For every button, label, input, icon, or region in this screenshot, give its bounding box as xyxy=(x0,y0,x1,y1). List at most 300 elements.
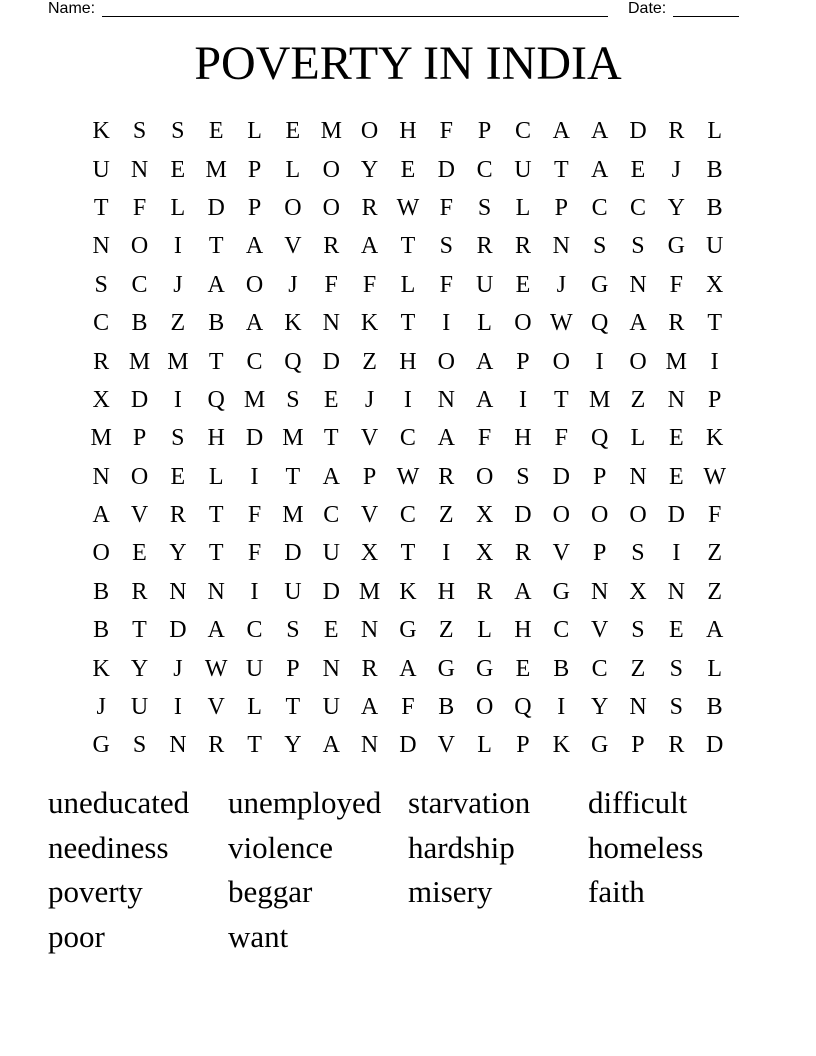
grid-letter[interactable]: I xyxy=(250,578,259,605)
grid-letter[interactable]: O xyxy=(629,502,647,529)
grid-letter[interactable]: T xyxy=(93,194,109,221)
grid-letter[interactable]: O xyxy=(130,463,149,490)
grid-letter[interactable]: L xyxy=(247,694,262,721)
grid-letter[interactable]: B xyxy=(706,694,723,721)
grid-letter[interactable]: R xyxy=(668,732,685,759)
grid-letter[interactable]: Z xyxy=(630,386,646,413)
grid-letter[interactable]: K xyxy=(552,732,570,759)
grid-letter[interactable]: Q xyxy=(207,386,225,413)
grid-letter[interactable]: S xyxy=(94,271,108,298)
grid-letter[interactable]: L xyxy=(285,156,301,183)
grid-letter[interactable]: Z xyxy=(438,502,454,529)
grid-letter[interactable]: M xyxy=(665,348,687,375)
grid-letter[interactable]: A xyxy=(360,233,379,260)
grid-letter[interactable]: Y xyxy=(590,694,609,721)
grid-letter[interactable]: P xyxy=(707,386,722,413)
grid-letter[interactable]: T xyxy=(285,463,301,490)
grid-letter[interactable]: C xyxy=(399,425,416,452)
grid-letter[interactable]: N xyxy=(629,271,647,298)
grid-letter[interactable]: M xyxy=(282,425,304,452)
grid-letter[interactable]: B xyxy=(93,617,110,644)
grid-letter[interactable]: N xyxy=(667,386,685,413)
grid-letter[interactable]: O xyxy=(590,502,609,529)
grid-letter[interactable]: N xyxy=(207,578,225,605)
grid-letter[interactable]: L xyxy=(477,310,492,337)
grid-letter[interactable]: R xyxy=(476,233,493,260)
grid-letter[interactable]: I xyxy=(672,540,681,567)
grid-letter[interactable]: S xyxy=(631,617,645,644)
grid-letter[interactable]: E xyxy=(208,118,224,145)
grid-letter[interactable]: F xyxy=(439,271,453,298)
grid-letter[interactable]: X xyxy=(475,540,494,567)
grid-letter[interactable]: M xyxy=(167,348,189,375)
grid-letter[interactable]: N xyxy=(130,156,149,183)
grid-letter[interactable]: A xyxy=(245,310,264,337)
grid-letter[interactable]: T xyxy=(285,694,301,721)
grid-letter[interactable]: A xyxy=(207,271,225,298)
grid-letter[interactable]: Y xyxy=(130,655,149,682)
grid-letter[interactable]: M xyxy=(205,156,227,183)
grid-letter[interactable]: G xyxy=(437,655,455,682)
grid-letter[interactable]: C xyxy=(323,502,340,529)
grid-letter[interactable]: C xyxy=(591,194,608,221)
grid-letter[interactable]: A xyxy=(590,118,609,145)
grid-letter[interactable]: N xyxy=(437,386,455,413)
grid-letter[interactable]: A xyxy=(552,118,570,145)
grid-letter[interactable]: A xyxy=(92,502,110,529)
grid-letter[interactable]: R xyxy=(361,194,378,221)
grid-letter[interactable]: D xyxy=(667,502,685,529)
name-blank-line[interactable] xyxy=(102,0,608,17)
grid-letter[interactable]: U xyxy=(245,655,264,682)
grid-letter[interactable]: P xyxy=(247,156,262,183)
grid-letter[interactable]: P xyxy=(286,655,300,682)
word-bank-item: want xyxy=(228,919,289,955)
grid-letter[interactable]: R xyxy=(169,502,186,529)
grid-letter[interactable]: W xyxy=(703,463,726,490)
grid-row xyxy=(82,304,734,342)
grid-letter[interactable]: N xyxy=(629,694,647,721)
grid-letter[interactable]: E xyxy=(323,386,339,413)
grid-letter[interactable]: K xyxy=(284,310,302,337)
grid-letter[interactable]: V xyxy=(207,694,225,721)
grid-letter[interactable]: I xyxy=(557,694,566,721)
grid-letter[interactable]: G xyxy=(399,617,417,644)
grid-letter[interactable]: W xyxy=(204,655,228,682)
grid-letter[interactable]: M xyxy=(358,578,381,605)
grid-letter[interactable]: D xyxy=(284,540,302,567)
grid-letter[interactable]: D xyxy=(169,617,187,644)
grid-letter[interactable]: E xyxy=(170,156,186,183)
date-blank-line[interactable] xyxy=(673,0,739,17)
grid-letter[interactable]: C xyxy=(246,617,263,644)
grid-letter[interactable]: H xyxy=(437,578,455,605)
grid-letter[interactable]: C xyxy=(591,655,608,682)
grid-letter[interactable]: V xyxy=(437,732,455,759)
grid-letter[interactable]: C xyxy=(93,310,110,337)
grid-letter[interactable]: U xyxy=(284,578,302,605)
grid-letter[interactable]: L xyxy=(630,425,646,452)
grid-letter[interactable]: O xyxy=(245,271,264,298)
grid-letter[interactable]: A xyxy=(322,732,340,759)
grid-letter[interactable]: C xyxy=(514,118,531,145)
grid-letter[interactable]: D xyxy=(207,194,225,221)
grid-letter[interactable]: T xyxy=(400,233,416,260)
grid-letter[interactable]: O xyxy=(552,502,570,529)
grid-letter[interactable]: T xyxy=(208,233,224,260)
grid-letter[interactable]: O xyxy=(514,310,532,337)
grid-letter[interactable]: N xyxy=(322,655,340,682)
grid-letter[interactable]: O xyxy=(437,348,455,375)
grid-letter[interactable]: F xyxy=(401,694,415,721)
grid-letter[interactable]: S xyxy=(669,655,683,682)
grid-letter[interactable]: L xyxy=(400,271,416,298)
grid-letter[interactable]: X xyxy=(92,386,110,413)
grid-letter[interactable]: G xyxy=(590,271,609,298)
grid-letter[interactable]: F xyxy=(477,425,492,452)
grid-letter[interactable]: V xyxy=(590,617,609,644)
grid-letter[interactable]: E xyxy=(170,463,186,490)
grid-letter[interactable]: S xyxy=(286,617,300,644)
grid-letter[interactable]: B xyxy=(553,655,570,682)
grid-letter[interactable]: O xyxy=(92,540,110,567)
grid-letter[interactable]: C xyxy=(476,156,493,183)
grid-letter[interactable]: H xyxy=(514,617,532,644)
grid-letter[interactable]: S xyxy=(477,194,492,221)
grid-letter[interactable]: E xyxy=(668,617,684,644)
grid-letter[interactable]: Y xyxy=(667,194,685,221)
grid-letter[interactable]: T xyxy=(553,386,569,413)
grid-letter[interactable]: H xyxy=(399,118,417,145)
grid-letter[interactable]: M xyxy=(90,425,112,452)
grid-letter[interactable]: S xyxy=(631,233,645,260)
grid-letter[interactable]: A xyxy=(514,578,532,605)
grid-letter[interactable]: P xyxy=(516,732,530,759)
grid-row xyxy=(82,342,734,380)
grid-letter[interactable]: N xyxy=(322,310,340,337)
grid-letter[interactable]: Q xyxy=(514,694,532,721)
grid-letter[interactable]: U xyxy=(92,156,110,183)
grid-letter[interactable]: N xyxy=(92,463,110,490)
grid-letter[interactable]: X xyxy=(360,540,379,567)
grid-letter[interactable]: K xyxy=(92,655,110,682)
grid-letter[interactable]: O xyxy=(629,348,647,375)
grid-letter[interactable]: T xyxy=(553,156,569,183)
grid-letter[interactable]: X xyxy=(629,578,647,605)
grid-letter[interactable]: I xyxy=(518,386,527,413)
grid-letter[interactable]: R xyxy=(668,310,685,337)
grid-letter[interactable]: S xyxy=(171,118,185,145)
grid-letter[interactable]: M xyxy=(282,502,304,529)
grid-letter[interactable]: M xyxy=(320,118,342,145)
grid-letter[interactable]: F xyxy=(439,118,453,145)
grid-letter[interactable]: A xyxy=(360,694,379,721)
grid-letter[interactable]: M xyxy=(588,386,611,413)
grid-letter[interactable]: S xyxy=(631,540,645,567)
grid-letter[interactable]: G xyxy=(92,732,110,759)
grid-letter[interactable]: V xyxy=(360,502,379,529)
grid-letter[interactable]: Y xyxy=(284,732,302,759)
grid-letter[interactable]: P xyxy=(362,463,377,490)
grid-letter[interactable]: B xyxy=(706,194,723,221)
grid-letter[interactable]: O xyxy=(475,463,494,490)
grid-letter[interactable]: K xyxy=(706,425,724,452)
grid-letter[interactable]: E xyxy=(285,118,301,145)
grid-letter[interactable]: F xyxy=(132,194,147,221)
grid-letter[interactable]: I xyxy=(595,348,604,375)
grid-letter[interactable]: F xyxy=(554,425,568,452)
grid-letter[interactable]: V xyxy=(552,540,570,567)
grid-letter[interactable]: B xyxy=(438,694,455,721)
grid-letter[interactable]: T xyxy=(400,310,416,337)
grid-letter[interactable]: N xyxy=(360,617,379,644)
grid-letter[interactable]: A xyxy=(322,463,340,490)
grid-letter[interactable]: V xyxy=(284,233,302,260)
grid-letter[interactable]: Z xyxy=(170,310,186,337)
grid-letter[interactable]: R xyxy=(93,348,110,375)
grid-letter[interactable]: P xyxy=(132,425,147,452)
grid-letter[interactable]: A xyxy=(590,156,609,183)
grid-letter[interactable]: D xyxy=(399,732,417,759)
grid-letter[interactable]: O xyxy=(552,348,570,375)
grid-letter[interactable]: B xyxy=(131,310,148,337)
grid-letter[interactable]: C xyxy=(629,194,646,221)
grid-letter[interactable]: O xyxy=(322,194,340,221)
grid-letter[interactable]: T xyxy=(208,540,224,567)
grid-letter[interactable]: G xyxy=(667,233,685,260)
grid-letter[interactable]: V xyxy=(360,425,379,452)
grid-letter[interactable]: A xyxy=(207,617,225,644)
grid-letter[interactable]: T xyxy=(132,617,147,644)
grid-letter[interactable]: U xyxy=(475,271,494,298)
word-bank-item: poor xyxy=(48,919,105,955)
grid-letter[interactable]: T xyxy=(400,540,416,567)
grid-letter[interactable]: R xyxy=(131,578,148,605)
grid-letter[interactable]: R xyxy=(476,578,493,605)
word-bank-item: starvation xyxy=(408,785,531,820)
grid-letter[interactable]: P xyxy=(554,194,568,221)
grid-letter[interactable]: Y xyxy=(169,540,187,567)
grid-letter[interactable]: U xyxy=(130,694,149,721)
grid-letter[interactable]: K xyxy=(399,578,417,605)
page-title: POVERTY IN INDIA xyxy=(194,37,622,90)
grid-letter[interactable]: R xyxy=(438,463,455,490)
grid-letter[interactable]: H xyxy=(399,348,417,375)
grid-letter[interactable]: L xyxy=(477,617,492,644)
grid-letter[interactable]: K xyxy=(92,118,110,145)
grid-letter[interactable]: A xyxy=(706,617,724,644)
grid-letter[interactable]: D xyxy=(706,732,724,759)
grid-letter[interactable]: N xyxy=(169,732,187,759)
grid-letter[interactable]: E xyxy=(132,540,147,567)
grid-letter[interactable]: L xyxy=(515,194,531,221)
grid-letter[interactable]: I xyxy=(173,386,182,413)
grid-letter[interactable]: S xyxy=(171,425,185,452)
grid-letter[interactable]: D xyxy=(552,463,570,490)
grid-letter[interactable]: P xyxy=(477,118,492,145)
grid-letter[interactable]: E xyxy=(400,156,416,183)
grid-letter[interactable]: Y xyxy=(360,156,379,183)
grid-letter[interactable]: I xyxy=(250,463,259,490)
grid-letter[interactable]: Z xyxy=(362,348,377,375)
grid-letter[interactable]: P xyxy=(247,194,262,221)
grid-letter[interactable]: T xyxy=(247,732,262,759)
grid-letter[interactable]: Z xyxy=(630,655,646,682)
grid-letter[interactable]: G xyxy=(552,578,570,605)
grid-letter[interactable]: D xyxy=(437,156,455,183)
grid-letter[interactable]: S xyxy=(132,118,147,145)
grid-letter[interactable]: E xyxy=(515,655,531,682)
grid-letter[interactable]: L xyxy=(208,463,224,490)
grid-letter[interactable]: A xyxy=(475,386,494,413)
grid-letter[interactable]: K xyxy=(360,310,379,337)
grid-letter[interactable]: E xyxy=(323,617,339,644)
grid-letter[interactable]: O xyxy=(475,694,494,721)
grid-letter[interactable]: N xyxy=(360,732,379,759)
grid-letter[interactable]: J xyxy=(288,271,298,298)
grid-letter[interactable]: U xyxy=(706,233,724,260)
grid-letter[interactable]: R xyxy=(514,540,531,567)
grid-letter[interactable]: E xyxy=(630,156,646,183)
grid-letter[interactable]: C xyxy=(131,271,148,298)
grid-letter[interactable]: R xyxy=(668,118,685,145)
grid-letter[interactable]: H xyxy=(514,425,532,452)
grid-letter[interactable]: I xyxy=(710,348,719,375)
grid-letter[interactable]: C xyxy=(246,348,263,375)
grid-letter[interactable]: Q xyxy=(590,310,609,337)
grid-letter[interactable]: O xyxy=(130,233,149,260)
grid-letter[interactable]: A xyxy=(437,425,455,452)
grid-letter[interactable]: S xyxy=(592,233,607,260)
grid-letter[interactable]: D xyxy=(245,425,264,452)
grid-letter[interactable]: C xyxy=(399,502,416,529)
date-label: Date: xyxy=(628,0,667,17)
grid-letter[interactable]: I xyxy=(442,310,451,337)
grid-letter[interactable]: S xyxy=(286,386,300,413)
grid-letter[interactable]: I xyxy=(173,694,182,721)
grid-letter[interactable]: D xyxy=(514,502,532,529)
grid-letter[interactable]: W xyxy=(396,194,420,221)
grid-letter[interactable]: I xyxy=(173,233,182,260)
grid-letter[interactable]: B xyxy=(208,310,225,337)
grid-letter[interactable]: A xyxy=(399,655,417,682)
grid-letter[interactable]: L xyxy=(707,655,722,682)
grid-letter[interactable]: T xyxy=(208,502,224,529)
grid-letter[interactable]: D xyxy=(629,118,647,145)
grid-letter[interactable]: E xyxy=(668,463,684,490)
grid-letter[interactable]: Q xyxy=(284,348,302,375)
grid-letter[interactable]: N xyxy=(169,578,187,605)
grid-letter[interactable]: G xyxy=(590,732,609,759)
grid-letter[interactable]: P xyxy=(592,540,607,567)
grid-letter[interactable]: D xyxy=(322,578,340,605)
grid-letter[interactable]: M xyxy=(128,348,151,375)
grid-letter[interactable]: E xyxy=(668,425,684,452)
grid-letter[interactable]: U xyxy=(322,694,340,721)
grid-letter[interactable]: A xyxy=(629,310,647,337)
grid-letter[interactable]: Z xyxy=(438,617,454,644)
grid-letter[interactable]: R xyxy=(208,732,225,759)
grid-letter[interactable]: C xyxy=(553,617,570,644)
grid-letter[interactable]: F xyxy=(707,502,722,529)
grid-letter[interactable]: R xyxy=(361,655,378,682)
grid-letter[interactable]: S xyxy=(439,233,453,260)
grid-letter[interactable]: G xyxy=(475,655,494,682)
grid-letter[interactable]: Q xyxy=(590,425,609,452)
grid-letter[interactable]: L xyxy=(707,118,722,145)
grid-letter[interactable]: T xyxy=(208,348,224,375)
grid-letter[interactable]: O xyxy=(360,118,379,145)
grid-letter[interactable]: F xyxy=(247,502,262,529)
grid-letter[interactable]: R xyxy=(323,233,340,260)
grid-letter[interactable]: O xyxy=(322,156,340,183)
grid-letter[interactable]: B xyxy=(706,156,723,183)
grid-letter[interactable]: L xyxy=(477,732,492,759)
grid-letter[interactable]: X xyxy=(706,271,724,298)
grid-row xyxy=(82,419,734,457)
grid-letter[interactable]: D xyxy=(130,386,149,413)
grid-letter[interactable]: F xyxy=(669,271,683,298)
grid-letter[interactable]: P xyxy=(631,732,645,759)
grid-letter[interactable]: M xyxy=(243,386,266,413)
grid-letter[interactable]: F xyxy=(247,540,262,567)
grid-letter[interactable]: O xyxy=(284,194,302,221)
grid-letter[interactable]: I xyxy=(442,540,451,567)
grid-letter[interactable]: Z xyxy=(707,540,722,567)
grid-letter[interactable]: L xyxy=(247,118,262,145)
grid-letter[interactable]: X xyxy=(475,502,494,529)
grid-letter[interactable]: J xyxy=(173,271,183,298)
grid-letter[interactable]: J xyxy=(96,694,106,721)
grid-letter[interactable]: E xyxy=(515,271,531,298)
grid-letter[interactable]: W xyxy=(549,310,573,337)
grid-letter[interactable]: S xyxy=(669,694,683,721)
grid-letter[interactable]: Z xyxy=(707,578,722,605)
grid-letter[interactable]: J xyxy=(556,271,566,298)
grid-letter[interactable]: A xyxy=(475,348,494,375)
grid-row xyxy=(82,573,734,611)
grid-letter[interactable]: B xyxy=(93,578,110,605)
grid-letter[interactable]: N xyxy=(590,578,609,605)
grid-letter[interactable]: P xyxy=(516,348,530,375)
grid-letter[interactable]: F xyxy=(362,271,377,298)
grid-letter[interactable]: L xyxy=(170,194,186,221)
grid-letter[interactable]: S xyxy=(516,463,530,490)
grid-letter[interactable]: U xyxy=(514,156,532,183)
grid-letter[interactable]: V xyxy=(130,502,149,529)
grid-letter[interactable]: F xyxy=(439,194,453,221)
grid-letter[interactable]: N xyxy=(629,463,647,490)
grid-letter[interactable]: T xyxy=(323,425,339,452)
grid-letter[interactable]: N xyxy=(552,233,570,260)
grid-letter[interactable]: N xyxy=(667,578,685,605)
grid-letter[interactable]: F xyxy=(324,271,338,298)
grid-letter[interactable]: R xyxy=(514,233,531,260)
grid-letter[interactable]: J xyxy=(364,386,375,413)
grid-letter[interactable]: J xyxy=(173,655,183,682)
grid-letter[interactable]: W xyxy=(396,463,420,490)
grid-letter[interactable]: N xyxy=(92,233,110,260)
grid-letter[interactable]: T xyxy=(707,310,722,337)
grid-letter[interactable]: I xyxy=(403,386,412,413)
grid-letter[interactable]: A xyxy=(245,233,264,260)
grid-letter[interactable]: P xyxy=(592,463,607,490)
grid-letter[interactable]: S xyxy=(132,732,147,759)
grid-letter[interactable]: H xyxy=(207,425,225,452)
grid-letter[interactable]: D xyxy=(322,348,340,375)
grid-letter[interactable]: J xyxy=(671,156,681,183)
grid-letter[interactable]: U xyxy=(322,540,340,567)
